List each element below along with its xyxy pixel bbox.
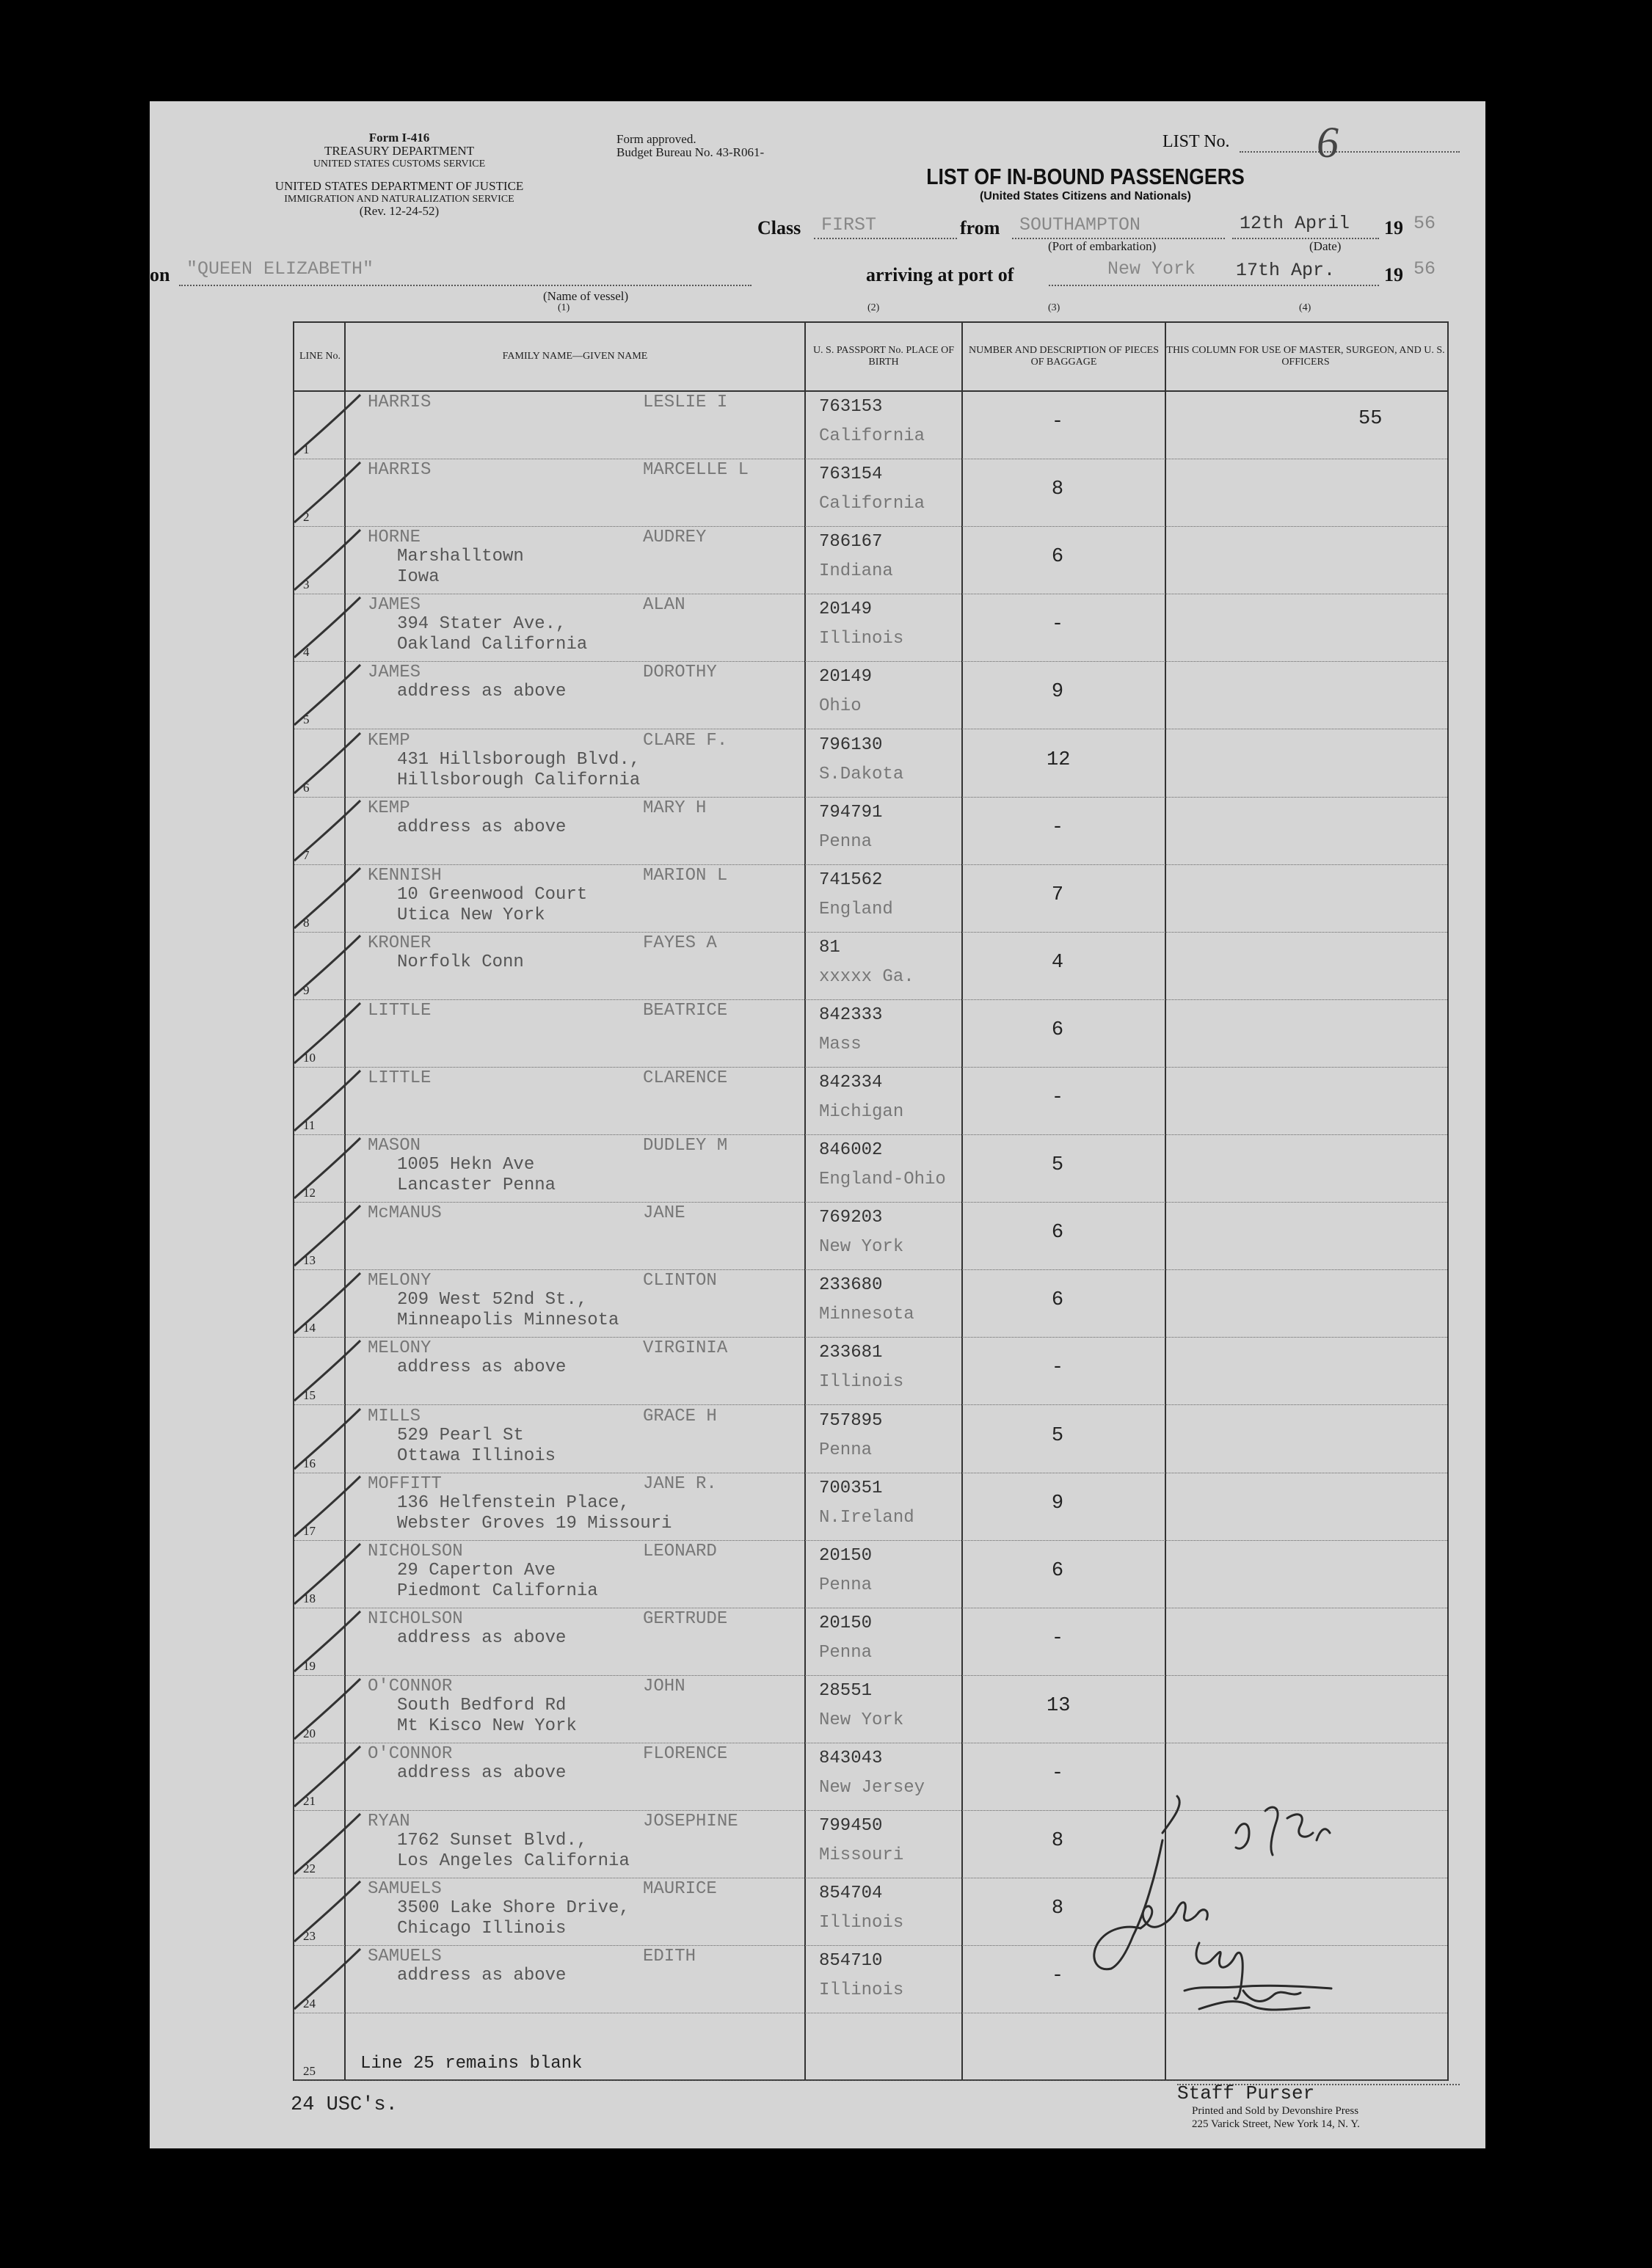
baggage-count: 8 xyxy=(1051,1830,1064,1853)
family-name: McMANUS xyxy=(368,1203,442,1224)
family-name: RYAN xyxy=(368,1812,410,1832)
baggage-count: - xyxy=(1051,1627,1064,1649)
given-name: VIRGINIA xyxy=(643,1338,728,1359)
address-line-1: 136 Helfenstein Place, xyxy=(397,1492,630,1513)
table-row xyxy=(294,593,1447,662)
check-mark-icon xyxy=(287,1269,368,1336)
given-name: AUDREY xyxy=(643,528,707,548)
title-main: LIST OF IN-BOUND PASSENGERS xyxy=(926,164,1245,189)
passport-number: 796130 xyxy=(819,734,883,755)
given-name: FLORENCE xyxy=(643,1744,728,1764)
family-name: HARRIS xyxy=(368,393,432,412)
address-line-1: Marshalltown xyxy=(397,547,524,567)
baggage-count: 9 xyxy=(1051,681,1064,704)
passport-number: 233681 xyxy=(819,1343,883,1363)
on-label: on xyxy=(150,264,170,285)
line-number: 6 xyxy=(303,780,310,795)
given-name: JANE xyxy=(643,1203,685,1224)
place-of-birth: Illinois xyxy=(819,1980,904,2001)
place-of-birth: New York xyxy=(819,1710,904,1730)
place-of-birth: Michigan xyxy=(819,1102,904,1122)
given-name: LEONARD xyxy=(643,1541,717,1561)
family-name: LITTLE xyxy=(368,1000,432,1021)
passport-number: 28551 xyxy=(819,1680,873,1701)
check-mark-icon xyxy=(287,796,368,864)
manifest-page xyxy=(150,101,1485,2148)
family-name: NICHOLSON xyxy=(368,1608,463,1629)
address-line-2: Chicago Illinois xyxy=(397,1919,567,1939)
header-baggage: NUMBER AND DESCRIPTION OF PIECES OF BAGGAGE xyxy=(968,345,1160,368)
vessel-caption: (Name of vessel) xyxy=(543,289,629,303)
table-row xyxy=(294,1539,1447,1608)
line-number: 21 xyxy=(303,1794,316,1808)
printer-line-1: Printed and Sold by Devonshire Press xyxy=(1192,2105,1359,2117)
date-line xyxy=(1232,238,1379,239)
address-line-2: Piedmont California xyxy=(397,1580,598,1601)
place-of-birth: Indiana xyxy=(819,561,893,582)
form-approved: Form approved. xyxy=(616,132,696,146)
address-line-1: South Bedford Rd xyxy=(397,1695,567,1715)
baggage-count: - xyxy=(1051,1762,1064,1784)
line-number: 8 xyxy=(303,915,310,930)
given-name: MARCELLE L xyxy=(643,460,749,481)
passport-number: 20150 xyxy=(819,1545,873,1566)
check-mark-icon xyxy=(287,1944,368,2012)
check-mark-icon xyxy=(287,729,368,796)
address-line-2: Mt Kisco New York xyxy=(397,1715,577,1736)
family-name: MILLS xyxy=(368,1406,421,1426)
family-name: LITTLE xyxy=(368,1068,432,1088)
table-header xyxy=(294,323,1447,392)
header-officers: THIS COLUMN FOR USE OF MASTER, SURGEON, AND U. S. OFFICERS xyxy=(1166,345,1445,368)
given-name: ALAN xyxy=(643,595,685,616)
address-line-1: address as above xyxy=(397,1966,567,1986)
baggage-count: 13 xyxy=(1047,1694,1071,1717)
immigration-service: IMMIGRATION AND NATURALIZATION SERVICE xyxy=(284,194,514,205)
baggage-count: 6 xyxy=(1051,1289,1064,1312)
check-mark-icon xyxy=(287,1134,368,1201)
baggage-count: - xyxy=(1051,1965,1064,1988)
baggage-count: 6 xyxy=(1051,1222,1064,1244)
from-value: SOUTHAMPTON xyxy=(1019,214,1141,236)
table-row xyxy=(294,1472,1447,1541)
line-number: 23 xyxy=(303,1929,316,1944)
table-row xyxy=(294,525,1447,594)
line-number: 24 xyxy=(303,1997,316,2011)
baggage-count: 7 xyxy=(1051,883,1064,906)
address-line-2: Ottawa Illinois xyxy=(397,1445,556,1466)
given-name: FAYES A xyxy=(643,933,717,953)
address-line-2: Oakland California xyxy=(397,635,588,655)
given-name: GRACE H xyxy=(643,1406,717,1426)
given-name: LESLIE I xyxy=(643,393,728,412)
place-of-birth: England xyxy=(819,899,893,919)
check-mark-icon xyxy=(287,1607,368,1674)
check-mark-icon xyxy=(287,1472,368,1539)
passport-number: 769203 xyxy=(819,1208,883,1228)
departure-date: 12th April xyxy=(1240,213,1350,234)
passport-number: 741562 xyxy=(819,869,883,890)
family-name: HORNE xyxy=(368,528,421,548)
check-mark-icon xyxy=(287,931,368,999)
place-of-birth: California xyxy=(819,426,925,446)
line-number: 4 xyxy=(303,645,310,660)
citizen-count: 24 USC's. xyxy=(291,2094,398,2116)
line-number: 19 xyxy=(303,1658,316,1673)
address-line-1: 431 Hillsborough Blvd., xyxy=(397,749,641,770)
family-name: HARRIS xyxy=(368,460,432,481)
line-number: 11 xyxy=(303,1118,316,1132)
baggage-count: 8 xyxy=(1051,1897,1064,1920)
given-name: JOHN xyxy=(643,1676,685,1696)
check-mark-icon xyxy=(287,593,368,660)
check-mark-icon xyxy=(287,1674,368,1742)
family-name: KRONER xyxy=(368,933,432,953)
col-4-number: (4) xyxy=(1299,302,1311,313)
address-line-1: address as above xyxy=(397,1357,567,1378)
place-of-birth: S.Dakota xyxy=(819,764,904,784)
header-passport: U. S. PASSPORT No. PLACE OF BIRTH xyxy=(812,345,955,368)
line-number: 1 xyxy=(303,442,310,456)
family-name: O'CONNOR xyxy=(368,1744,453,1764)
address-line-1: address as above xyxy=(397,682,567,702)
address-line-2: Los Angeles California xyxy=(397,1851,630,1872)
address-line-2: Minneapolis Minnesota xyxy=(397,1310,619,1331)
passport-number: 799450 xyxy=(819,1816,883,1837)
address-line-2: Webster Groves 19 Missouri xyxy=(397,1513,672,1534)
place-of-birth: New York xyxy=(819,1237,904,1258)
arrival-year-prefix: 19 xyxy=(1384,264,1403,285)
table-row xyxy=(294,458,1447,527)
baggage-count: 5 xyxy=(1051,1154,1064,1177)
address-line-1: address as above xyxy=(397,1763,567,1783)
table-row xyxy=(294,864,1447,933)
family-name: MOFFITT xyxy=(368,1473,442,1494)
baggage-count: - xyxy=(1051,411,1064,433)
form-number: Form I-416 xyxy=(368,131,430,145)
check-mark-icon xyxy=(287,525,368,593)
passport-number: 842334 xyxy=(819,1073,883,1093)
passport-number: 843043 xyxy=(819,1749,883,1768)
address-line-1: 3500 Lake Shore Drive, xyxy=(397,1898,630,1919)
family-name: MASON xyxy=(368,1136,421,1156)
check-mark-icon xyxy=(287,999,368,1066)
blank-line-note: Line 25 remains blank xyxy=(360,2054,583,2074)
purser-line xyxy=(1177,2084,1460,2085)
from-label: from xyxy=(960,217,1000,238)
passport-number: 20150 xyxy=(819,1613,873,1633)
port-caption: (Port of embarkation) xyxy=(1048,239,1157,253)
officer-note: 55 xyxy=(1358,408,1383,430)
check-mark-icon xyxy=(287,1066,368,1134)
passport-number: 763154 xyxy=(819,464,883,485)
passport-number: 786167 xyxy=(819,532,883,553)
line-number: 7 xyxy=(303,847,310,862)
passport-number: 794791 xyxy=(819,802,883,823)
check-mark-icon xyxy=(287,660,368,728)
place-of-birth: England-Ohio xyxy=(819,1170,946,1190)
given-name: GERTRUDE xyxy=(643,1608,728,1629)
line-number: 12 xyxy=(303,1186,316,1200)
check-mark-icon xyxy=(287,864,368,931)
arrival-line xyxy=(1049,285,1379,286)
class-value: FIRST xyxy=(821,214,877,236)
staff-purser: Staff Purser xyxy=(1177,2082,1315,2104)
address-line-2: Hillsborough California xyxy=(397,770,641,790)
baggage-count: 6 xyxy=(1051,1559,1064,1582)
place-of-birth: Mass xyxy=(819,1034,862,1054)
passport-number: 233680 xyxy=(819,1275,883,1296)
vessel-line xyxy=(179,285,752,286)
family-name: JAMES xyxy=(368,663,421,683)
line-number: 13 xyxy=(303,1253,316,1268)
family-name: KEMP xyxy=(368,798,410,818)
check-mark-icon xyxy=(287,458,368,525)
class-label: Class xyxy=(757,217,801,238)
address-line-2: Utica New York xyxy=(397,905,545,925)
family-name: NICHOLSON xyxy=(368,1541,463,1561)
revision-date: (Rev. 12-24-52) xyxy=(359,204,440,218)
table-row xyxy=(294,390,1447,459)
check-mark-icon xyxy=(287,1742,368,1809)
title-sub: (United States Citizens and Nationals) xyxy=(979,190,1192,203)
passport-number: 20149 xyxy=(819,667,873,688)
given-name: DOROTHY xyxy=(643,663,717,683)
given-name: JOSEPHINE xyxy=(643,1812,738,1832)
given-name: EDITH xyxy=(643,1947,696,1967)
col-2-number: (2) xyxy=(867,302,880,313)
table-row xyxy=(294,1674,1447,1743)
place-of-birth: California xyxy=(819,494,925,514)
line-number: 5 xyxy=(303,712,310,727)
passport-number: 20149 xyxy=(819,599,873,620)
place-of-birth: Minnesota xyxy=(819,1305,914,1325)
arrival-year-suffix: 56 xyxy=(1413,258,1436,280)
address-line-2: Iowa xyxy=(397,567,440,588)
address-line-1: Norfolk Conn xyxy=(397,952,524,972)
baggage-count: 8 xyxy=(1051,478,1064,501)
place-of-birth: Illinois xyxy=(819,1913,904,1933)
address-line-1: 529 Pearl St xyxy=(397,1425,524,1445)
date-caption: (Date) xyxy=(1309,239,1342,253)
family-name: MELONY xyxy=(368,1271,432,1291)
line-number: 14 xyxy=(303,1321,316,1335)
place-of-birth: Illinois xyxy=(819,1372,904,1393)
line-number: 2 xyxy=(303,510,310,525)
check-mark-icon xyxy=(287,1336,368,1404)
baggage-count: 4 xyxy=(1051,951,1064,974)
family-name: JAMES xyxy=(368,595,421,616)
family-name: MELONY xyxy=(368,1338,432,1359)
baggage-count: 9 xyxy=(1051,1492,1064,1514)
given-name: BEATRICE xyxy=(643,1000,728,1021)
given-name: MARION L xyxy=(643,865,728,886)
place-of-birth: Penna xyxy=(819,1575,873,1595)
place-of-birth: Missouri xyxy=(819,1845,904,1866)
passport-number: 81 xyxy=(819,937,840,958)
place-of-birth: New Jersey xyxy=(819,1778,925,1798)
baggage-count: 6 xyxy=(1051,546,1064,569)
class-line xyxy=(814,238,957,239)
given-name: CLARENCE xyxy=(643,1068,728,1088)
line-number: 16 xyxy=(303,1456,316,1470)
family-name: KENNISH xyxy=(368,865,442,886)
passport-number: 846002 xyxy=(819,1140,883,1161)
table-row xyxy=(294,1607,1447,1676)
line-number: 22 xyxy=(303,1862,316,1876)
check-mark-icon xyxy=(287,1201,368,1269)
baggage-count: - xyxy=(1051,816,1064,839)
family-name: SAMUELS xyxy=(368,1879,442,1900)
arrival-date: 17th Apr. xyxy=(1236,260,1336,281)
table-row xyxy=(294,999,1447,1068)
place-of-birth: Penna xyxy=(819,831,873,852)
place-of-birth: N.Ireland xyxy=(819,1507,914,1528)
year-prefix: 19 xyxy=(1384,217,1403,238)
treasury-department: TREASURY DEPARTMENT xyxy=(324,144,475,158)
family-name: KEMP xyxy=(368,730,410,751)
vessel-name: "QUEEN ELIZABETH" xyxy=(186,258,374,280)
check-mark-icon xyxy=(287,1809,368,1877)
table-row xyxy=(294,796,1447,865)
table-row xyxy=(294,729,1447,798)
check-mark-icon xyxy=(287,390,368,458)
passport-number: 854704 xyxy=(819,1884,883,1904)
address-line-1: 29 Caperton Ave xyxy=(397,1560,556,1580)
table-row xyxy=(294,660,1447,729)
check-mark-icon xyxy=(287,1877,368,1944)
baggage-count: - xyxy=(1051,613,1064,636)
given-name: MAURICE xyxy=(643,1879,717,1900)
table-row xyxy=(294,1134,1447,1203)
department-of-justice: UNITED STATES DEPARTMENT OF JUSTICE xyxy=(274,179,524,193)
line-number: 10 xyxy=(303,1050,316,1065)
arrival-port: New York xyxy=(1107,258,1196,280)
passport-number: 757895 xyxy=(819,1410,883,1431)
baggage-count: 6 xyxy=(1051,1018,1064,1041)
given-name: DUDLEY M xyxy=(643,1136,728,1156)
address-line-1: 394 Stater Ave., xyxy=(397,614,567,635)
table-row xyxy=(294,1066,1447,1135)
baggage-count: 5 xyxy=(1051,1424,1064,1447)
year-suffix: 56 xyxy=(1413,213,1436,234)
passport-number: 763153 xyxy=(819,397,883,417)
check-mark-icon xyxy=(287,1539,368,1607)
table-row xyxy=(294,1269,1447,1338)
given-name: CLINTON xyxy=(643,1271,717,1291)
given-name: JANE R. xyxy=(643,1473,717,1494)
col-3-number: (3) xyxy=(1048,302,1060,313)
table-row xyxy=(294,931,1447,1000)
list-no-line xyxy=(1240,151,1460,153)
form-title xyxy=(884,164,1287,203)
line-number: 3 xyxy=(303,577,310,592)
address-line-1: 1762 Sunset Blvd., xyxy=(397,1831,588,1851)
place-of-birth: xxxxx Ga. xyxy=(819,966,914,987)
place-of-birth: Ohio xyxy=(819,696,862,717)
captain-signature xyxy=(1052,1789,1390,2038)
table-row xyxy=(294,1336,1447,1405)
place-of-birth: Penna xyxy=(819,1440,873,1460)
address-line-1: 209 West 52nd St., xyxy=(397,1290,588,1310)
address-line-2: Lancaster Penna xyxy=(397,1175,556,1196)
family-name: O'CONNOR xyxy=(368,1676,453,1696)
address-line-1: address as above xyxy=(397,1627,567,1648)
list-no-value: 6 xyxy=(1317,118,1339,167)
budget-bureau: Budget Bureau No. 43-R061- xyxy=(616,145,765,159)
baggage-count: 12 xyxy=(1047,748,1071,771)
table-row xyxy=(294,1201,1447,1270)
address-line-1: address as above xyxy=(397,817,567,837)
line-number: 15 xyxy=(303,1388,316,1403)
arriving-label: arriving at port of xyxy=(866,264,1014,285)
line-number: 9 xyxy=(303,982,310,997)
baggage-count: - xyxy=(1051,1357,1064,1379)
list-no-label: LIST No. xyxy=(1162,132,1230,151)
passport-number: 700351 xyxy=(819,1478,883,1498)
line-number: 25 xyxy=(303,2064,316,2079)
family-name: SAMUELS xyxy=(368,1947,442,1967)
check-mark-icon xyxy=(287,1404,368,1472)
given-name: MARY H xyxy=(643,798,707,818)
header-line-no: LINE No. xyxy=(299,351,341,362)
line-number: 20 xyxy=(303,1726,316,1740)
passport-number: 854710 xyxy=(819,1951,883,1972)
table-row xyxy=(294,1404,1447,1473)
place-of-birth: Illinois xyxy=(819,629,904,649)
col-1-number: (1) xyxy=(558,302,570,313)
header-name: FAMILY NAME—GIVEN NAME xyxy=(502,351,648,362)
address-line-1: 10 Greenwood Court xyxy=(397,884,588,905)
given-name: CLARE F. xyxy=(643,730,728,751)
baggage-count: - xyxy=(1051,1087,1064,1109)
customs-service: UNITED STATES CUSTOMS SERVICE xyxy=(313,158,486,169)
line-number: 18 xyxy=(303,1591,316,1605)
passport-number: 842333 xyxy=(819,1004,883,1025)
printer-line-2: 225 Varick Street, New York 14, N. Y. xyxy=(1192,2118,1360,2130)
place-of-birth: Penna xyxy=(819,1642,873,1663)
address-line-1: 1005 Hekn Ave xyxy=(397,1155,535,1175)
line-number: 17 xyxy=(303,1523,316,1538)
